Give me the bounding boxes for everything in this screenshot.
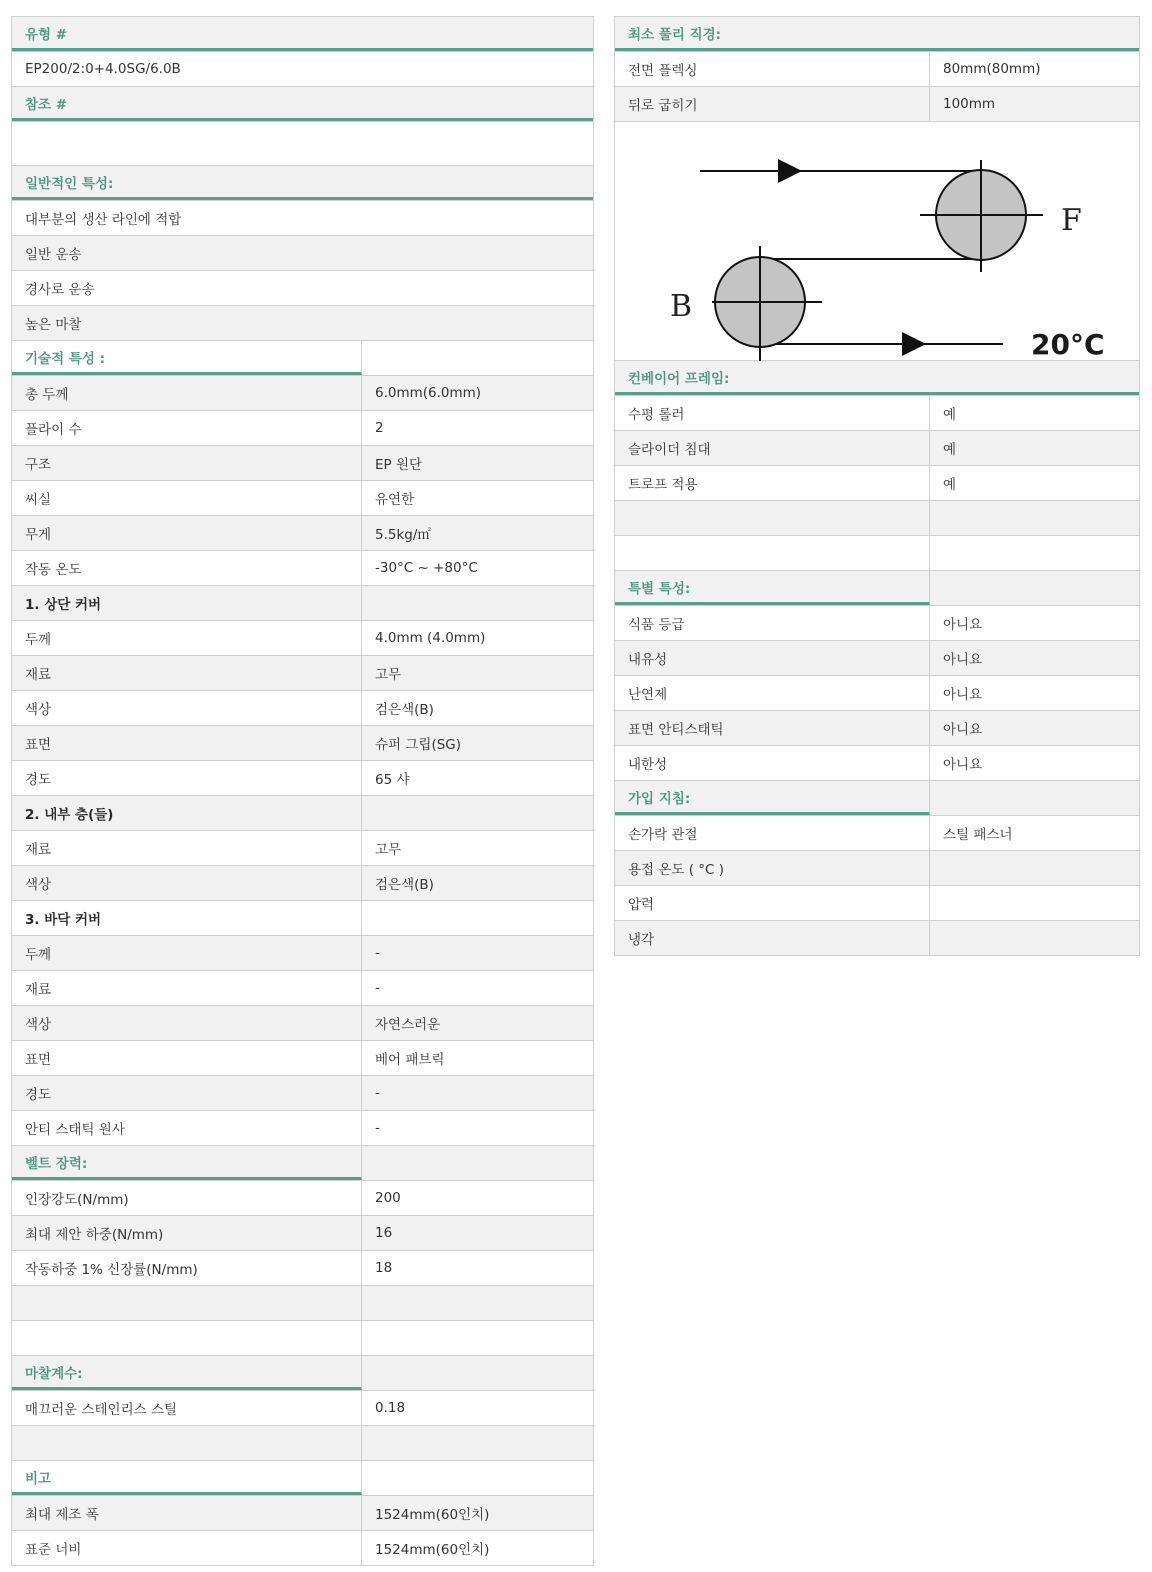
table-row (12, 1251, 593, 1286)
section-title: 기술적 특성 : (12, 341, 362, 375)
table-row (12, 621, 593, 656)
property-label (12, 1286, 362, 1320)
property-label: 슬라이더 침대 (615, 431, 930, 465)
table-row (615, 851, 1139, 886)
property-label: 2. 내부 층(들) (12, 796, 362, 830)
property-label: 구조 (12, 446, 362, 480)
table-cell-text: 경사로 운송 (25, 282, 95, 298)
property-label (12, 1426, 362, 1460)
property-value: EP 원단 (375, 457, 423, 473)
table-row (615, 606, 1139, 641)
property-value (362, 796, 593, 830)
section-title: 가입 지침: (615, 781, 930, 815)
table-row (12, 516, 593, 551)
property-label: 내유성 (615, 641, 930, 675)
table-row (12, 1391, 593, 1426)
table-row (12, 901, 593, 936)
table-cell-text: 높은 마찰 (25, 317, 82, 333)
property-value: 아니요 (943, 687, 983, 703)
section-header-row (615, 17, 1139, 52)
property-label (615, 501, 930, 535)
table-row (12, 866, 593, 901)
property-value (362, 1286, 593, 1320)
property-value: 예 (943, 477, 957, 493)
table-row (12, 1286, 593, 1321)
property-label: 인장강도(N/mm) (12, 1181, 362, 1215)
section-header-row (615, 781, 1139, 816)
property-value: 0.18 (375, 1400, 406, 1416)
table-row (12, 52, 593, 87)
table-row (615, 676, 1139, 711)
section-header-row (12, 166, 593, 201)
property-value (362, 1461, 593, 1495)
property-value: 80mm(80mm) (943, 61, 1041, 77)
section-title: 컨베이어 프레임: (615, 361, 1139, 395)
table-row (12, 1426, 593, 1461)
property-value (930, 781, 1139, 815)
table-row (12, 971, 593, 1006)
section-title: 유형 # (12, 17, 593, 51)
table-row (12, 1041, 593, 1076)
property-value (930, 851, 1139, 885)
property-value: 6.0mm(6.0mm) (375, 385, 482, 401)
temperature-label: 20°C (1031, 328, 1105, 361)
section-header-row (12, 341, 593, 376)
property-label: 압력 (615, 886, 930, 920)
section-title: 최소 풀리 직경: (615, 17, 1139, 51)
property-label: 내한성 (615, 746, 930, 780)
property-label: 표면 안티스태틱 (615, 711, 930, 745)
property-value: 5.5kg/㎡ (375, 527, 431, 543)
table-row (12, 446, 593, 481)
table-cell-text: EP200/2:0+4.0SG/6.0B (25, 61, 181, 77)
property-value: 18 (375, 1260, 393, 1276)
table-row (615, 87, 1139, 122)
section-title: 벨트 장력: (12, 1146, 362, 1180)
property-label: 용접 온도 ( °C ) (615, 851, 930, 885)
property-label: 안티 스태틱 원사 (12, 1111, 362, 1145)
property-value: -30°C ~ +80°C (375, 560, 478, 576)
table-row (615, 396, 1139, 431)
property-value: 예 (943, 442, 957, 458)
pulley-diagram-svg (615, 122, 1139, 361)
table-row (12, 271, 593, 306)
table-row (12, 1531, 593, 1566)
property-value: 아니요 (943, 617, 983, 633)
property-label: 무게 (12, 516, 362, 550)
property-label: 재료 (12, 971, 362, 1005)
table-row (12, 726, 593, 761)
table-row (615, 711, 1139, 746)
property-label: 난연제 (615, 676, 930, 710)
table-row (615, 816, 1139, 851)
property-value: 베어 패브릭 (375, 1052, 445, 1068)
property-label: 1. 상단 커버 (12, 586, 362, 620)
property-value: 1524mm(60인치) (375, 1542, 490, 1558)
table-row (12, 586, 593, 621)
property-label: 색상 (12, 1006, 362, 1040)
property-label: 최대 제조 폭 (12, 1496, 362, 1530)
property-label: 재료 (12, 656, 362, 690)
property-value: 1524mm(60인치) (375, 1507, 490, 1523)
property-label: 3. 바닥 커버 (12, 901, 362, 935)
property-value (362, 1146, 593, 1180)
table-row (12, 936, 593, 971)
property-label: 트로프 적용 (615, 466, 930, 500)
table-row (12, 376, 593, 411)
property-value: - (375, 980, 380, 996)
section-header-row (615, 571, 1139, 606)
direction-arrow-bottom-icon (902, 332, 926, 356)
property-label: 손가락 관절 (615, 816, 930, 850)
property-value: 200 (375, 1190, 401, 1206)
table-row (12, 691, 593, 726)
table-row (12, 551, 593, 586)
property-value: - (375, 945, 380, 961)
table-row (615, 466, 1139, 501)
direction-arrow-top-icon (778, 159, 802, 183)
property-label: 최대 제안 하중(N/mm) (12, 1216, 362, 1250)
table-row (12, 1216, 593, 1251)
spec-table-left (11, 16, 594, 1566)
front-pulley-label: F (1061, 203, 1082, 238)
property-value: 16 (375, 1225, 393, 1241)
property-value (362, 1321, 593, 1355)
section-title: 참조 # (12, 87, 593, 121)
property-value (930, 571, 1139, 605)
property-value: 예 (943, 407, 957, 423)
table-row (12, 1181, 593, 1216)
table-row (12, 306, 593, 341)
property-label: 경도 (12, 761, 362, 795)
section-header-row (615, 361, 1139, 396)
table-cell-text: 일반 운송 (25, 247, 82, 263)
table-row (12, 236, 593, 271)
property-label (615, 536, 930, 570)
property-label: 식품 등급 (615, 606, 930, 640)
property-label: 표준 너비 (12, 1531, 362, 1565)
table-row (12, 1111, 593, 1146)
table-row (615, 746, 1139, 781)
property-label: 작동 온도 (12, 551, 362, 585)
property-value: 아니요 (943, 722, 983, 738)
property-value (930, 921, 1139, 955)
table-row (12, 481, 593, 516)
table-row (12, 796, 593, 831)
table-row (12, 1321, 593, 1356)
property-label: 재료 (12, 831, 362, 865)
property-value: 유연한 (375, 492, 415, 508)
pulley-diagram (615, 122, 1139, 361)
property-label: 매끄러운 스테인리스 스틸 (12, 1391, 362, 1425)
property-label: 표면 (12, 726, 362, 760)
property-value: 스틸 패스너 (943, 827, 1013, 843)
property-value (362, 1356, 593, 1390)
property-value (930, 886, 1139, 920)
pulley-section (615, 17, 1139, 122)
property-value (930, 536, 1139, 570)
spec-table-right (614, 16, 1140, 956)
property-label (12, 1321, 362, 1355)
table-row (12, 761, 593, 796)
section-header-row (12, 87, 593, 122)
section-title: 마찰계수: (12, 1356, 362, 1390)
property-label: 플라이 수 (12, 411, 362, 445)
section-title: 비고 (12, 1461, 362, 1495)
property-label: 전면 플렉싱 (615, 52, 930, 86)
table-row (615, 641, 1139, 676)
table-row (12, 1006, 593, 1041)
table-row (12, 411, 593, 446)
property-value: 고무 (375, 842, 402, 858)
property-label: 색상 (12, 691, 362, 725)
property-value: 100mm (943, 96, 996, 112)
property-label: 표면 (12, 1041, 362, 1075)
property-value: 자연스러운 (375, 1017, 441, 1033)
back-pulley-label: B (670, 289, 693, 324)
property-label: 두께 (12, 936, 362, 970)
section-title: 특별 특성: (615, 571, 930, 605)
property-label: 작동하중 1% 신장률(N/mm) (12, 1251, 362, 1285)
property-label: 씨실 (12, 481, 362, 515)
section-header-row (12, 1356, 593, 1391)
property-value: 2 (375, 420, 384, 436)
section-header-row (12, 17, 593, 52)
property-label: 색상 (12, 866, 362, 900)
property-label: 경도 (12, 1076, 362, 1110)
property-value: 아니요 (943, 652, 983, 668)
property-label: 냉각 (615, 921, 930, 955)
table-row (615, 52, 1139, 87)
property-value (930, 501, 1139, 535)
property-value (362, 341, 593, 375)
section-title: 일반적인 특성: (12, 166, 593, 200)
property-value: 검은색(B) (375, 702, 434, 718)
table-row (615, 886, 1139, 921)
property-label: 총 두께 (12, 376, 362, 410)
table-row (12, 831, 593, 866)
property-value: - (375, 1085, 380, 1101)
property-label: 두께 (12, 621, 362, 655)
property-label: 수평 롤러 (615, 396, 930, 430)
property-label: 뒤로 굽히기 (615, 87, 930, 121)
table-row (615, 431, 1139, 466)
table-cell-text (12, 122, 593, 165)
property-value: 고무 (375, 667, 402, 683)
property-value (362, 901, 593, 935)
table-row (12, 1076, 593, 1111)
property-value: 아니요 (943, 757, 983, 773)
table-row (12, 656, 593, 691)
property-value: 65 샤 (375, 772, 410, 788)
table-row (12, 122, 593, 166)
table-row (615, 501, 1139, 536)
property-value (362, 586, 593, 620)
property-value (362, 1426, 593, 1460)
property-value: 4.0mm (4.0mm) (375, 630, 486, 646)
table-row (615, 921, 1139, 956)
property-value: - (375, 1120, 380, 1136)
property-value: 검은색(B) (375, 877, 434, 893)
table-row (615, 536, 1139, 571)
section-header-row (12, 1146, 593, 1181)
table-row (12, 1496, 593, 1531)
frame-section (615, 361, 1139, 956)
table-cell-text: 대부분의 생산 라인에 적합 (25, 212, 182, 228)
property-value: 슈퍼 그립(SG) (375, 737, 462, 753)
table-row (12, 201, 593, 236)
section-header-row (12, 1461, 593, 1496)
